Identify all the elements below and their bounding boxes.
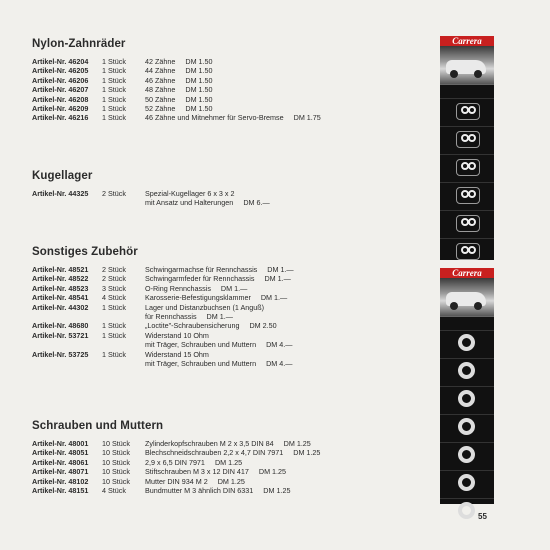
race-car-photo	[440, 278, 494, 316]
article-number: Artikel-Nr. 48001	[32, 439, 89, 448]
description: Blechschneidschrauben 2,2 x 4,7 DIN 7971	[145, 448, 284, 458]
table-row	[32, 284, 294, 293]
carrera-logo: Carrera	[440, 36, 494, 46]
gear-blister-photo	[440, 210, 494, 235]
quantity: 1 Stück	[102, 75, 126, 85]
ring-tiles	[440, 330, 494, 523]
price: DM 4.—	[266, 359, 293, 369]
price: DM 1.25	[283, 439, 311, 448]
price: DM 1.25	[214, 457, 243, 467]
description: Bundmutter M 3 ähnlich DIN 6331	[145, 486, 254, 496]
price: DM 1.25	[293, 448, 321, 458]
article-number: Artikel-Nr. 48521	[32, 265, 89, 274]
spacer	[32, 359, 145, 368]
article-number: Artikel-Nr. 48102	[32, 476, 89, 486]
o-ring-photo	[440, 414, 494, 439]
table-row	[32, 486, 320, 495]
quantity: 1 Stück	[102, 349, 126, 359]
article-number: Artikel-Nr. 46216	[32, 113, 89, 123]
gear-blister-photo	[440, 238, 494, 263]
product-photo-strip-gears	[440, 36, 494, 260]
price: DM 1.50	[185, 104, 213, 114]
price: DM 1.—	[267, 265, 294, 274]
table-row-continuation	[32, 198, 270, 207]
price: DM 1.50	[185, 85, 213, 95]
quantity: 2 Stück	[102, 265, 126, 274]
section-nylon-zahnraeder	[32, 38, 321, 123]
description: Schwingarmachse für Rennchassis	[145, 265, 258, 274]
table-row	[32, 350, 294, 359]
price: DM 4.—	[266, 340, 293, 350]
description: Lager und Distanzbuchsen (1 Anguß)	[145, 302, 265, 312]
price: DM 1.50	[185, 75, 213, 85]
table-row	[32, 331, 294, 340]
quantity: 1 Stück	[102, 66, 126, 76]
section-title: Schrauben und Muttern	[32, 420, 164, 432]
table-row-continuation	[32, 359, 294, 368]
article-number: Artikel-Nr. 46206	[32, 75, 89, 85]
table-row	[32, 113, 321, 122]
price: DM 1.25	[263, 486, 291, 496]
quantity: 1 Stück	[102, 302, 126, 312]
o-ring-photo	[440, 470, 494, 495]
table-row	[32, 303, 294, 312]
description: Stiftschrauben M 3 x 12 DIN 417	[145, 467, 249, 477]
description: Mutter DIN 934 M 2	[145, 476, 208, 486]
spacer	[32, 340, 145, 349]
table-row	[32, 321, 294, 330]
description: 46 Zähne	[145, 75, 176, 85]
quantity: 1 Stück	[102, 85, 126, 95]
article-number: Artikel-Nr. 48151	[32, 486, 89, 496]
gear-blister-photo	[440, 154, 494, 179]
table-row-continuation	[32, 312, 294, 321]
table-row	[32, 95, 321, 104]
article-number: Artikel-Nr. 53725	[32, 349, 89, 359]
page-number: 55	[478, 512, 487, 521]
quantity: 1 Stück	[102, 104, 126, 114]
table-row	[32, 458, 320, 467]
article-number: Artikel-Nr. 48522	[32, 274, 89, 284]
price: DM 1.25	[217, 476, 245, 486]
description: für Rennchassis	[145, 312, 197, 322]
quantity: 1 Stück	[102, 57, 126, 66]
description: mit Ansatz und Halterungen	[145, 198, 234, 208]
section-sonstiges-zubehoer	[32, 246, 294, 368]
article-number: Artikel-Nr. 48061	[32, 457, 89, 467]
article-number: Artikel-Nr. 48051	[32, 448, 89, 458]
description: Spezial-Kugellager 6 x 3 x 2	[145, 189, 235, 198]
table-row-continuation	[32, 340, 294, 349]
price: DM 1.—	[260, 293, 288, 303]
rows	[32, 189, 270, 208]
description: Schwingarmfeder für Rennchassis	[145, 274, 255, 284]
description: mit Träger, Schrauben und Muttern	[145, 359, 257, 369]
description: 46 Zähne und Mitnehmer für Servo-Bremse	[145, 113, 284, 123]
article-number: Artikel-Nr. 46208	[32, 94, 89, 104]
article-number: Artikel-Nr. 46209	[32, 104, 89, 114]
quantity: 10 Stück	[102, 448, 130, 458]
package-label	[440, 316, 494, 327]
spacer	[32, 312, 145, 321]
description: Widerstand 10 Ohm	[145, 330, 209, 340]
price: DM 6.—	[243, 198, 270, 208]
quantity: 4 Stück	[102, 486, 126, 496]
rows	[32, 265, 294, 368]
article-number: Artikel-Nr. 46205	[32, 66, 89, 76]
quantity: 4 Stück	[102, 293, 126, 303]
price: DM 1.25	[258, 467, 287, 477]
carrera-logo: Carrera	[440, 268, 494, 278]
article-number: Artikel-Nr. 48523	[32, 283, 89, 293]
description: O-Ring Rennchassis	[145, 283, 211, 293]
section-schrauben-und-muttern	[32, 420, 320, 495]
price: DM 1.50	[185, 94, 213, 104]
description: Zylinderkopfschrauben M 2 x 3,5 DIN 84	[145, 439, 274, 448]
gear-blister-photo	[440, 98, 494, 123]
gear-blister-photo	[440, 182, 494, 207]
table-row	[32, 477, 320, 486]
price: DM 1.—	[206, 312, 233, 322]
description: 52 Zähne	[145, 104, 176, 114]
quantity: 2 Stück	[102, 274, 126, 284]
package-label	[440, 84, 494, 95]
table-row	[32, 76, 321, 85]
quantity: 10 Stück	[102, 457, 130, 467]
article-number: Artikel-Nr. 48541	[32, 293, 89, 303]
race-car-photo	[440, 46, 494, 84]
o-ring-photo	[440, 330, 494, 355]
gear-blister-photo	[440, 126, 494, 151]
quantity: 1 Stück	[102, 321, 126, 331]
product-photo-strip-rings	[440, 268, 494, 504]
gear-tiles	[440, 98, 494, 263]
o-ring-photo	[440, 358, 494, 383]
article-number: Artikel-Nr. 46204	[32, 57, 89, 66]
table-row	[32, 85, 321, 94]
description: 42 Zähne	[145, 57, 176, 66]
article-number: Artikel-Nr. 46207	[32, 85, 89, 95]
table-row	[32, 66, 321, 75]
price: DM 1.—	[264, 274, 291, 284]
table-row	[32, 189, 270, 198]
quantity: 1 Stück	[102, 330, 126, 340]
table-row	[32, 467, 320, 476]
quantity: 3 Stück	[102, 283, 126, 293]
article-number: Artikel-Nr. 48071	[32, 467, 89, 477]
table-row	[32, 293, 294, 302]
section-title: Sonstiges Zubehör	[32, 246, 138, 258]
description: mit Träger, Schrauben und Muttern	[145, 340, 257, 350]
price: DM 2.50	[249, 321, 277, 331]
rows	[32, 57, 321, 123]
table-row	[32, 448, 320, 457]
table-row	[32, 265, 294, 274]
table-row	[32, 57, 321, 66]
description: „Loctite"-Schraubensicherung	[145, 321, 240, 331]
price: DM 1.—	[220, 283, 248, 293]
table-row	[32, 274, 294, 283]
quantity: 10 Stück	[102, 476, 130, 486]
description: 48 Zähne	[145, 85, 176, 95]
article-number: Artikel-Nr. 48680	[32, 321, 89, 331]
price: DM 1.50	[185, 57, 213, 66]
article-number: Artikel-Nr. 44302	[32, 302, 89, 312]
quantity: 1 Stück	[102, 94, 126, 104]
description: 50 Zähne	[145, 94, 176, 104]
table-row	[32, 439, 320, 448]
o-ring-photo	[440, 442, 494, 467]
section-kugellager	[32, 170, 270, 208]
rows	[32, 439, 320, 495]
quantity: 10 Stück	[102, 439, 130, 448]
section-title: Nylon-Zahnräder	[32, 38, 126, 50]
o-ring-photo	[440, 386, 494, 411]
description: 2,9 x 6,5 DIN 7971	[145, 457, 205, 467]
description: Karosserie-Befestigungsklammer	[145, 293, 251, 303]
section-title: Kugellager	[32, 170, 93, 182]
price: DM 1.75	[293, 113, 321, 123]
quantity: 1 Stück	[102, 113, 126, 123]
table-row	[32, 104, 321, 113]
quantity: 10 Stück	[102, 467, 130, 477]
description: 44 Zähne	[145, 66, 176, 76]
description: Widerstand 15 Ohm	[145, 349, 209, 359]
price: DM 1.50	[185, 66, 213, 76]
quantity: 2 Stück	[102, 189, 126, 198]
article-number: Artikel-Nr. 53721	[32, 330, 89, 340]
spacer	[32, 198, 145, 207]
article-number: Artikel-Nr. 44325	[32, 189, 89, 198]
